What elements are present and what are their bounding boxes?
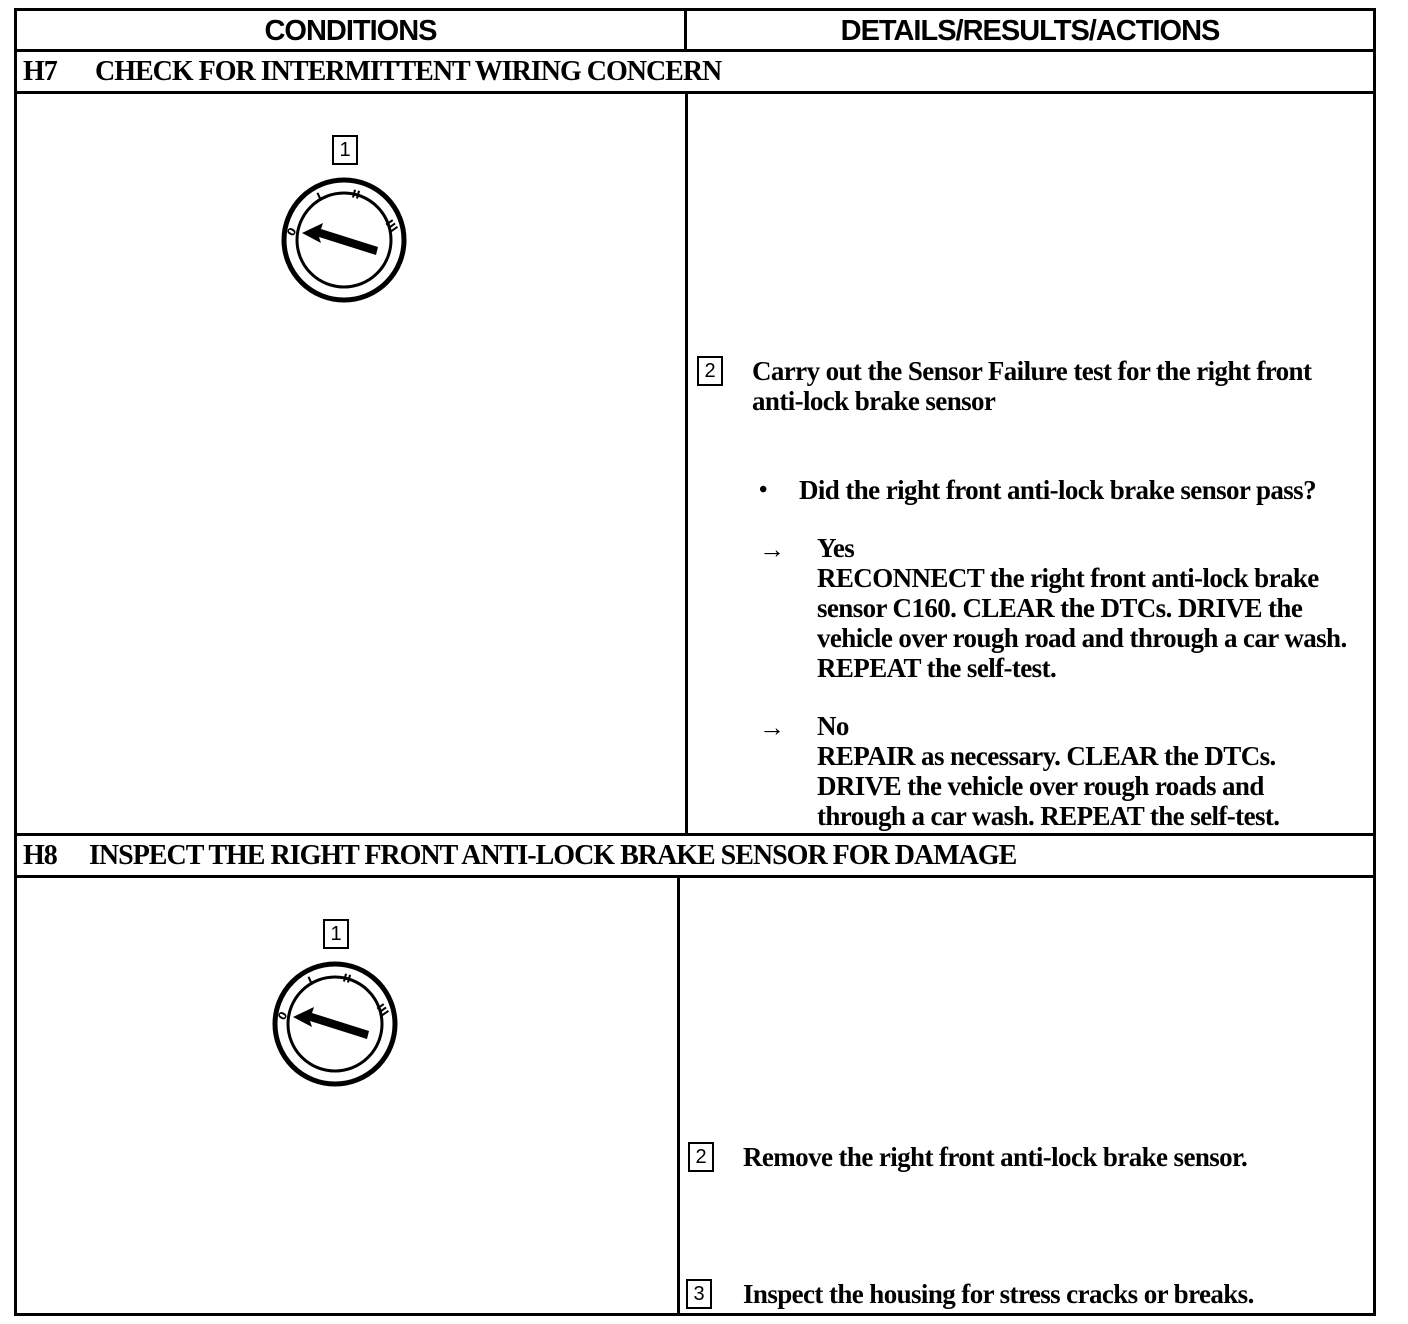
h7-question-bullet: • [759,477,768,503]
step-h8-title-row [17,836,1373,876]
step-h7-title-row [17,52,1373,92]
h7-action-step-box: 2 [697,356,723,386]
step-h7-id: H7 [23,56,57,87]
h8-title-divider [17,875,1373,878]
h8-action-text-3: Inspect the housing for stress cracks or breaks. [743,1279,1254,1309]
h7-yes-label: Yes [817,533,855,563]
h8-action-text-2: Remove the right front anti-lock brake sensor. [743,1142,1248,1172]
h7-title-divider [17,91,1373,94]
conditions-header: CONDITIONS [17,11,687,51]
step-h8-title: INSPECT THE RIGHT FRONT ANTI-LOCK BRAKE SENSOR FOR DAMAGE [89,840,1017,871]
svg-text:III: III [382,217,401,235]
svg-text:0: 0 [275,1009,291,1023]
h7-yes-text: RECONNECT the right front anti-lock brake sensor C160. CLEAR the DTCs. DRIVE the vehicle over rough road and through a car wash. REPEAT the self-test. [817,563,1347,683]
h7-question: Did the right front anti-lock brake sensor pass? [799,475,1316,505]
h7-yes-arrow-icon: → [759,535,785,564]
svg-text:II: II [341,971,353,987]
svg-text:I: I [314,190,324,204]
h7-no-text: REPAIR as necessary. CLEAR the DTCs. DRIVE the vehicle over rough roads and through a car wash. REPEAT the self-test. [817,741,1280,831]
svg-text:0: 0 [284,225,300,239]
svg-text:I: I [305,974,315,988]
h7-no-arrow-icon: → [759,713,785,742]
h8-column-divider [677,877,680,1313]
ignition-switch-off-icon [270,959,400,1089]
h8-action-step-box-2: 2 [688,1142,714,1172]
step-h8-id: H8 [23,840,57,871]
details-header: DETAILS/RESULTS/ACTIONS [840,15,1220,47]
h7-column-divider [685,93,688,835]
diagnostic-table [14,8,1376,1316]
step-h7-title: CHECK FOR INTERMITTENT WIRING CONCERN [95,56,722,87]
svg-text:III: III [373,1001,392,1019]
svg-text:II: II [350,187,362,203]
h8-condition-step-box: 1 [323,919,349,949]
h7-condition-step-box: 1 [332,135,358,165]
h7-action-text: Carry out the Sensor Failure test for the right front anti-lock brake sensor [752,356,1312,416]
h7-no-label: No [817,711,849,741]
h8-action-step-box-3: 3 [686,1279,712,1309]
ignition-switch-off-icon [279,175,409,305]
